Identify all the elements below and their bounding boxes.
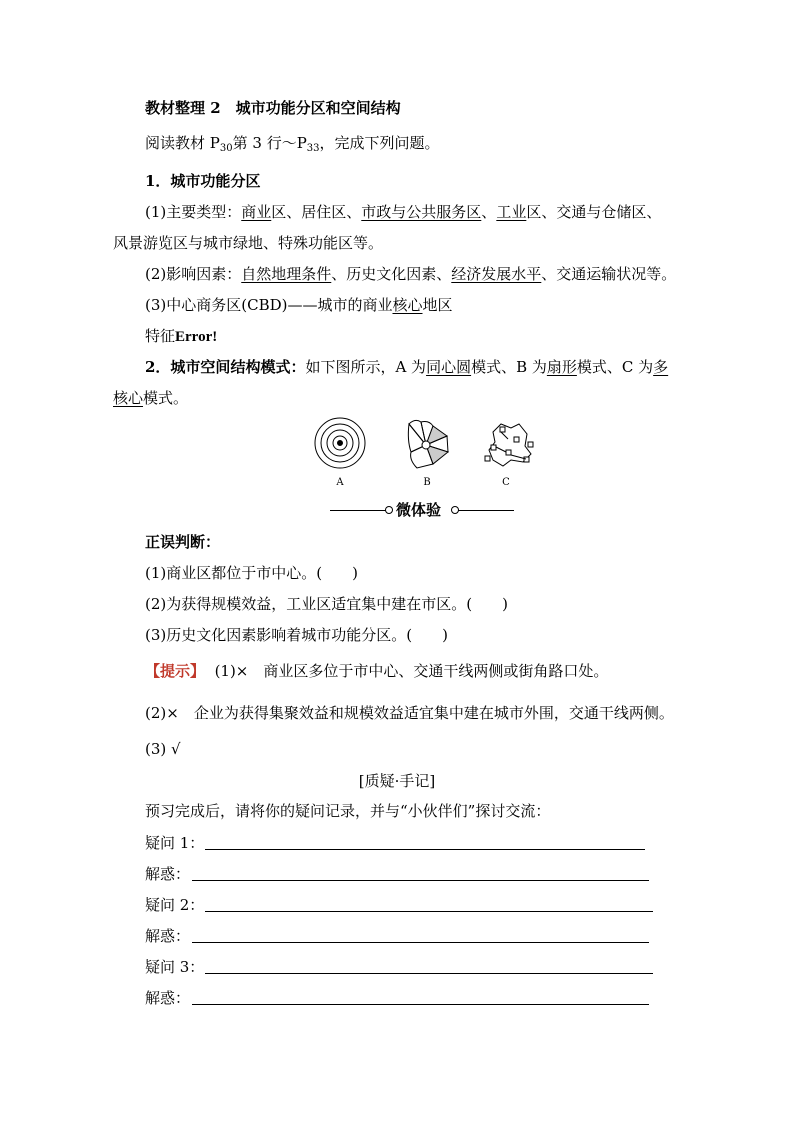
question-3-blank[interactable] bbox=[205, 973, 653, 974]
notes-title: [质疑·手记] bbox=[358, 772, 436, 790]
question-1-blank[interactable] bbox=[205, 849, 645, 850]
answer-2-label: 解惑： bbox=[145, 927, 191, 945]
hint-answer-3: (3) √ bbox=[145, 740, 181, 758]
question-1-label: 疑问 1： bbox=[145, 834, 205, 852]
answer-concentric: 同心圆 bbox=[426, 358, 472, 376]
answer-2-blank[interactable] bbox=[192, 942, 649, 943]
answer-natural: 自然地理条件 bbox=[241, 265, 332, 283]
intro-mid: 第 3 行～P bbox=[232, 134, 307, 152]
s2-line2 bbox=[113, 388, 188, 408]
answer-sector: 扇形 bbox=[546, 358, 577, 376]
sector-model-diagram bbox=[408, 420, 448, 468]
answer-1-label: 解惑： bbox=[145, 865, 191, 883]
s1-factors-text-2: 、交通运输状况等。 bbox=[541, 265, 677, 283]
s2-text-2: 模式、B 为 bbox=[471, 358, 547, 376]
hint-line-1 bbox=[145, 661, 608, 681]
s2-heading: 2．城市空间结构模式： bbox=[145, 358, 306, 376]
fig-label-c: C bbox=[502, 477, 510, 488]
judge-heading: 正误判断： bbox=[145, 533, 221, 551]
answer-multi: 多 bbox=[653, 358, 669, 376]
question-2-label: 疑问 2： bbox=[145, 896, 205, 914]
concentric-model-diagram bbox=[315, 418, 365, 468]
s1-heading: 1．城市功能分区 bbox=[145, 172, 261, 190]
s1-types-line1 bbox=[145, 202, 661, 222]
hint-answer-2: (2)× 企业为获得集聚效益和规模效益适宜集中建在城市外围，交通干线两侧。 bbox=[145, 704, 674, 722]
divider-left bbox=[330, 510, 386, 511]
answer-core: 核心 bbox=[392, 296, 423, 314]
divider-dot-left bbox=[385, 506, 393, 514]
s1-factors-line bbox=[145, 264, 676, 284]
s2-text-4: 模式。 bbox=[143, 389, 189, 407]
s2-line1 bbox=[145, 357, 668, 377]
s1-feature-line bbox=[145, 326, 217, 347]
s1-types-text: 区、居住区、 bbox=[271, 203, 362, 221]
question-2-blank[interactable] bbox=[205, 911, 653, 912]
s1-types-sep: 、 bbox=[481, 203, 497, 221]
s1-cbd-text-2: 地区 bbox=[422, 296, 453, 314]
micro-experience-title: 微体验 bbox=[396, 501, 442, 519]
hint-answer-1: (1)× 商业区多位于市中心、交通干线两侧或街角路口处。 bbox=[214, 662, 609, 680]
s1-cbd-line bbox=[145, 295, 453, 315]
answer-nuclei: 核心 bbox=[113, 389, 144, 407]
judge-item-2: (2)为获得规模效益，工业区适宜集中建在市区。( ) bbox=[145, 595, 508, 613]
answer-3-label: 解惑： bbox=[145, 989, 191, 1007]
intro-prefix: 阅读教材 P bbox=[145, 134, 220, 152]
divider-right bbox=[458, 510, 514, 511]
judge-item-3: (3)历史文化因素影响着城市功能分区。( ) bbox=[145, 626, 448, 644]
judge-item-1: (1)商业区都位于市中心。( ) bbox=[145, 564, 358, 582]
s1-cbd-text: (3)中心商务区(CBD)——城市的商业 bbox=[145, 296, 393, 314]
question-3-label: 疑问 3： bbox=[145, 958, 205, 976]
answer-3-blank[interactable] bbox=[192, 1004, 649, 1005]
fig-label-a: A bbox=[336, 477, 344, 488]
intro-suffix: ，完成下列问题。 bbox=[319, 134, 440, 152]
answer-commerce: 商业 bbox=[241, 203, 272, 221]
s2-text: 如下图所示，A 为 bbox=[305, 358, 427, 376]
hint-tag: 【提示】 bbox=[145, 662, 206, 680]
answer-1-blank[interactable] bbox=[192, 880, 649, 881]
section-title: 教材整理 2 城市功能分区和空间结构 bbox=[145, 99, 401, 117]
error-text: Error! bbox=[175, 329, 218, 345]
answer-industry: 工业 bbox=[496, 203, 527, 221]
notes-intro: 预习完成后，请将你的疑问记录，并与“小伙伴们”探讨交流： bbox=[145, 802, 551, 820]
answer-municipal: 市政与公共服务区 bbox=[361, 203, 482, 221]
multi-nuclei-model-diagram bbox=[485, 424, 533, 466]
s2-text-3: 模式、C 为 bbox=[576, 358, 654, 376]
s1-types-text-2: 区、交通与仓储区、 bbox=[526, 203, 662, 221]
fig-label-b: B bbox=[423, 477, 431, 488]
s1-factors-text: 、历史文化因素、 bbox=[331, 265, 452, 283]
answer-economic: 经济发展水平 bbox=[451, 265, 542, 283]
intro-sub-2: 33 bbox=[306, 143, 320, 154]
city-structure-figure bbox=[305, 412, 545, 492]
s1-types-line2: 风景游览区与城市绿地、特殊功能区等。 bbox=[113, 234, 384, 252]
s1-feature-label: 特征 bbox=[145, 327, 176, 345]
intro-line bbox=[145, 133, 440, 156]
s1-types-label: (1)主要类型： bbox=[145, 203, 242, 221]
s1-factors-label: (2)影响因素： bbox=[145, 265, 242, 283]
intro-sub-1: 30 bbox=[219, 143, 233, 154]
